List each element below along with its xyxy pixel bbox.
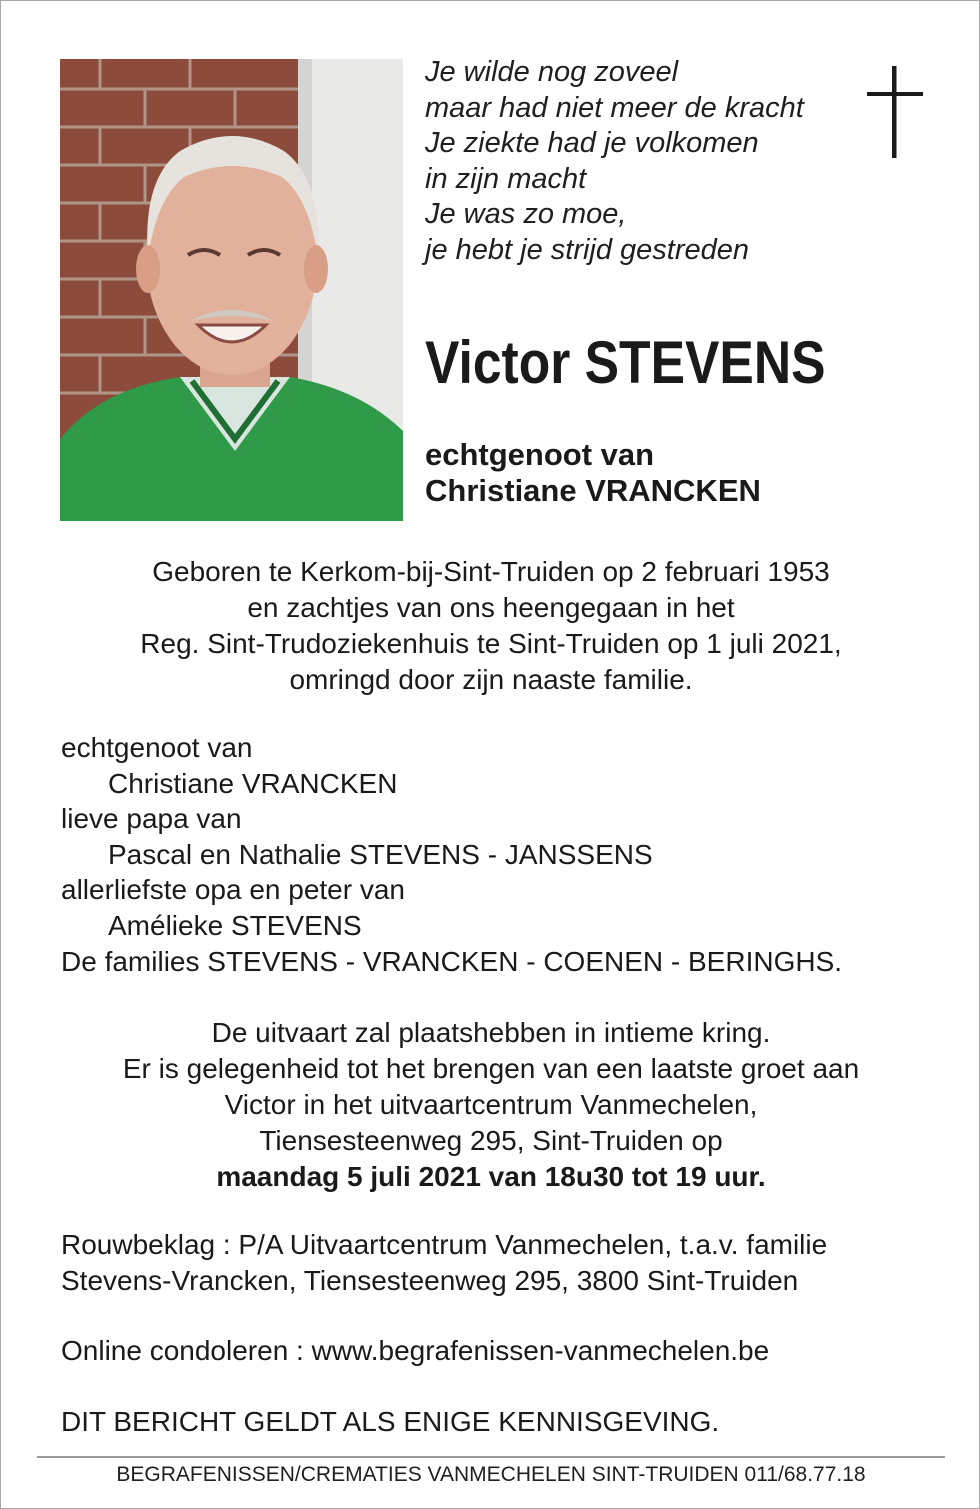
family-member: Christiane VRANCKEN (108, 767, 398, 799)
portrait-illustration (60, 59, 403, 521)
birth-line: omringd door zijn naaste familie. (289, 664, 693, 695)
family-relation: echtgenoot van (61, 732, 253, 763)
online-condolence-link[interactable]: Online condoleren : www.begrafenissen-vanmechelen.be (61, 1335, 770, 1366)
cross-icon (867, 66, 923, 158)
spouse-heading (425, 437, 761, 509)
poem-line: Je was zo moe, (425, 198, 627, 230)
funeral-line: Er is gelegenheid tot het brengen van een laatste groet aan (122, 1053, 860, 1084)
spouse-name: Christiane VRANCKEN (425, 473, 761, 508)
poem-line: Je ziekte had je volkomen (425, 127, 759, 159)
family-families: De families STEVENS - VRANCKEN - COENEN - BERINGHS. (61, 945, 843, 977)
funeral-line: Victor in het uitvaartcentrum Vanmechelen, (224, 1089, 758, 1120)
family-relation: lieve papa van (61, 803, 242, 835)
funeral-home-footer: BEGRAFENISSEN/CREMATIES VANMECHELEN SINT-TRUIDEN 011/68.77.18 (116, 1463, 866, 1486)
poem-line: maar had niet meer de kracht (425, 91, 804, 124)
birth-death-details (1, 554, 980, 698)
spouse-relation: echtgenoot van (425, 437, 655, 472)
poem-line: Je wilde nog zoveel (425, 56, 679, 88)
condolence-address (61, 1227, 961, 1299)
funeral-datetime: maandag 5 juli 2021 van 18u30 tot 19 uur. (216, 1161, 766, 1192)
birth-line: Reg. Sint-Trudoziekenhuis te Sint-Truiden op 1 juli 2021, (140, 628, 842, 659)
family-list (61, 730, 961, 979)
funeral-line: Tiensesteenweg 295, Sint-Truiden op (259, 1125, 723, 1156)
condolence-line: Stevens-Vrancken, Tiensesteenweg 295, 3800 Sint-Truiden (61, 1265, 799, 1296)
funeral-line: De uitvaart zal plaatshebben in intieme kring. (211, 1017, 771, 1048)
portrait-photo (60, 59, 403, 521)
footer-divider (37, 1456, 945, 1458)
family-member: Pascal en Nathalie STEVENS - JANSSENS (108, 838, 653, 870)
family-member: Amélieke STEVENS (108, 909, 362, 941)
birth-line: Geboren te Kerkom-bij-Sint-Truiden op 2 februari 1953 (152, 556, 830, 587)
condolence-line: Rouwbeklag : P/A Uitvaartcentrum Vanmechelen, t.a.v. familie (61, 1229, 828, 1260)
notice-statement: DIT BERICHT GELDT ALS ENIGE KENNISGEVING. (61, 1406, 720, 1437)
family-relation: allerliefste opa en peter van (61, 874, 405, 906)
birth-line: en zachtjes van ons heengegaan in het (247, 592, 735, 623)
poem (425, 55, 855, 268)
funeral-details (1, 1015, 980, 1195)
poem-line: je hebt je strijd gestreden (425, 233, 750, 266)
deceased-name: Victor STEVENS (425, 329, 826, 396)
poem-line: in zijn macht (425, 162, 587, 195)
